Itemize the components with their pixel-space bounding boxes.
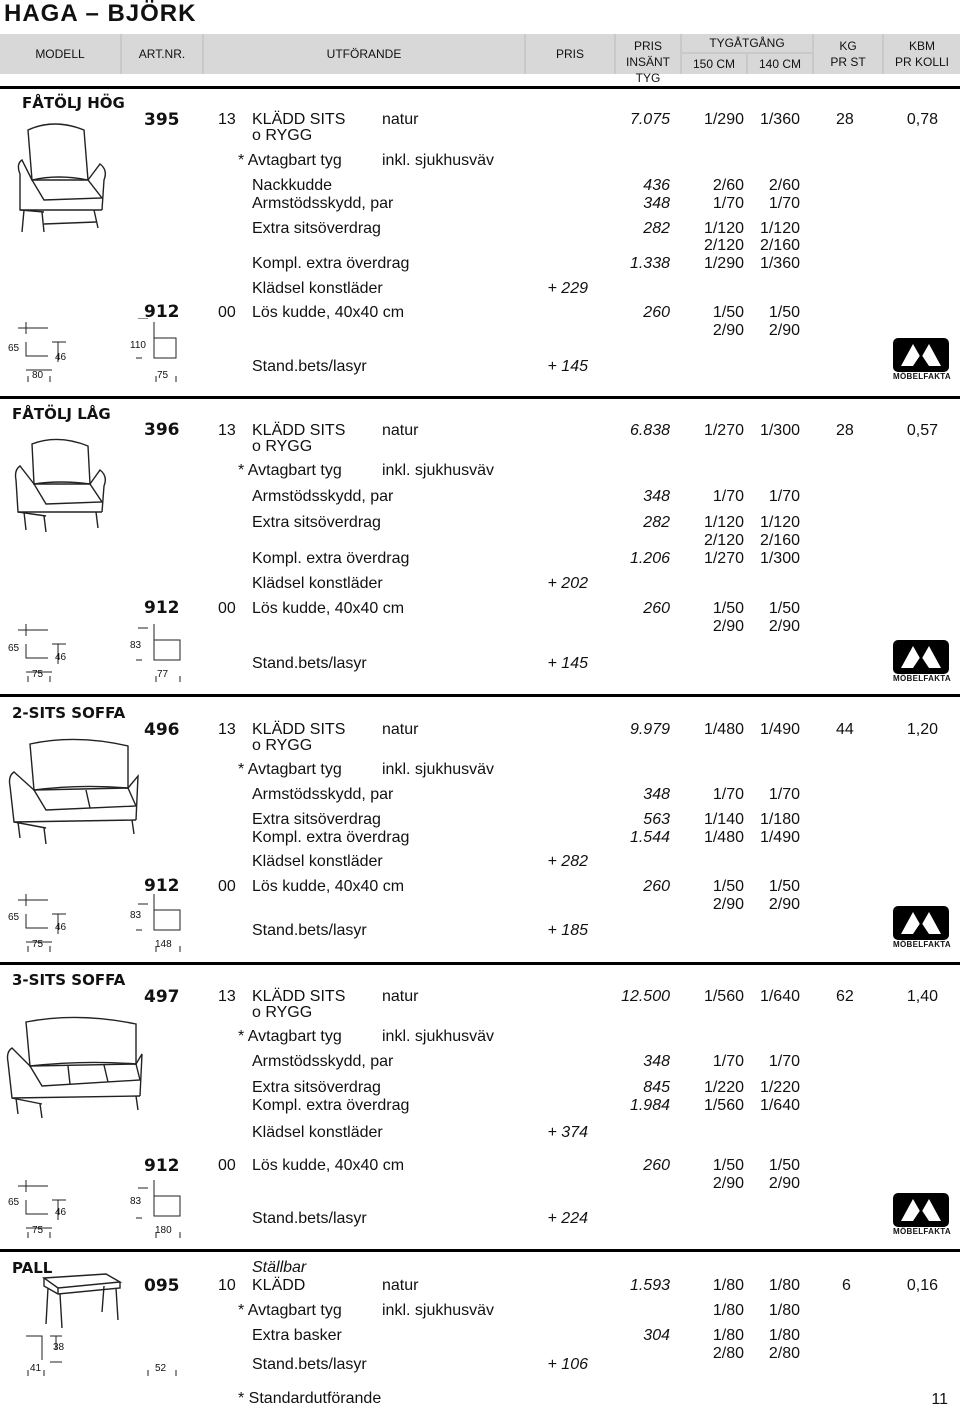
weight-kg: 28 (836, 422, 854, 439)
dim-width: 75 (157, 370, 169, 381)
header-utforande: UTFÖRANDE (204, 34, 524, 74)
line-text: * Avtagbart tyg (238, 152, 342, 169)
price-insant: 1.206 (629, 550, 670, 567)
armchair-low-illustration (12, 432, 112, 532)
header-modell: MODELL (0, 34, 120, 74)
price: + 106 (547, 1356, 588, 1373)
header-kbm: KBM PR KOLLI (884, 34, 960, 74)
fabric-140: 2/90 (768, 1175, 800, 1192)
line-text: Lös kudde, 40x40 cm (252, 878, 405, 895)
material: natur (382, 721, 419, 738)
weight-kg: 6 (842, 1277, 851, 1294)
material: inkl. sjukhusväv (382, 1028, 495, 1045)
code: 00 (218, 600, 236, 617)
fabric-150: 2/80 (712, 1345, 744, 1362)
code: 00 (218, 1157, 236, 1174)
dim-width: 148 (155, 939, 172, 950)
article-number: 095 (144, 1276, 180, 1296)
fabric-150: 2/120 (703, 532, 744, 549)
fabric-150: 1/560 (703, 1097, 744, 1114)
line-text: Extra sitsöverdrag (252, 1079, 381, 1096)
fabric-150: 1/80 (712, 1302, 744, 1319)
fabric-150: 1/70 (712, 786, 744, 803)
price-insant: 348 (643, 195, 670, 212)
line-text: Extra basker (252, 1327, 342, 1344)
material: inkl. sjukhusväv (382, 462, 495, 479)
weight-kg: 44 (836, 721, 854, 738)
article-number: 395 (144, 110, 180, 130)
fabric-140: 1/80 (768, 1302, 800, 1319)
price-insant: 304 (643, 1327, 670, 1344)
fabric-150: 1/70 (712, 1053, 744, 1070)
line-text: o RYGG (252, 1004, 313, 1021)
material: inkl. sjukhusväv (382, 152, 495, 169)
code: 00 (218, 304, 236, 321)
line-text: Armstödsskydd, par (252, 488, 394, 505)
fabric-140: 1/360 (759, 111, 800, 128)
fabric-140: 1/360 (759, 255, 800, 272)
fabric-140: 1/70 (768, 195, 800, 212)
price-insant: 6.838 (629, 422, 670, 439)
fabric-140: 1/80 (768, 1277, 800, 1294)
section-divider (0, 694, 960, 697)
line-text: Armstödsskydd, par (252, 1053, 394, 1070)
fabric-150: 1/270 (703, 550, 744, 567)
code: 10 (218, 1277, 236, 1294)
line-text: * Avtagbart tyg (238, 1302, 342, 1319)
header-pris: PRIS (526, 34, 614, 74)
line-text: Extra sitsöverdrag (252, 514, 381, 531)
weight-kg: 28 (836, 111, 854, 128)
table-header (0, 34, 960, 85)
article-number: 497 (144, 987, 180, 1007)
price-insant: 1.593 (629, 1277, 670, 1294)
dim-depth: 80 (32, 370, 44, 381)
fabric-150: 1/50 (712, 878, 744, 895)
price: + 282 (547, 853, 588, 870)
article-number-912: 912 (144, 876, 180, 896)
price: + 145 (547, 655, 588, 672)
fabric-140: 2/90 (768, 322, 800, 339)
mobelfakta-logo: MÖBELFAKTA (893, 1193, 949, 1236)
fabric-140: 2/160 (759, 237, 800, 254)
line-text: * Avtagbart tyg (238, 462, 342, 479)
fabric-150: 1/290 (703, 255, 744, 272)
weight-kg: 62 (836, 988, 854, 1005)
line-text: o RYGG (252, 127, 313, 144)
header-kg: KG PR ST (814, 34, 882, 74)
fabric-150: 1/220 (703, 1079, 744, 1096)
line-text: Stand.bets/lasyr (252, 922, 367, 939)
line-text: KLÄDD SITS (252, 988, 346, 1005)
line-text: Klädsel konstläder (252, 853, 383, 870)
price-insant: 1.984 (629, 1097, 670, 1114)
section-title: PALL (12, 1259, 53, 1277)
line-text: KLÄDD SITS (252, 721, 346, 738)
price: + 229 (547, 280, 588, 297)
code: 13 (218, 721, 236, 738)
page-title: HAGA – BJÖRK (4, 0, 197, 27)
line-text: KLÄDD SITS (252, 422, 346, 439)
header-tygatgang: TYGÅTGÅNG 150 CM 140 CM (682, 34, 812, 74)
fabric-150: 1/70 (712, 195, 744, 212)
line-text: KLÄDD SITS (252, 111, 346, 128)
dim-height: 65 (8, 912, 20, 923)
price-insant: 563 (643, 811, 670, 828)
fabric-140: 1/50 (768, 600, 800, 617)
fabric-140: 1/220 (759, 1079, 800, 1096)
line-text: Stand.bets/lasyr (252, 1356, 367, 1373)
price-insant: 260 (643, 600, 670, 617)
fabric-150: 1/480 (703, 829, 744, 846)
dim-seat-height: 46 (55, 922, 67, 933)
price: + 224 (547, 1210, 588, 1227)
sofa-2-seat-illustration (6, 736, 140, 846)
price-insant: 1.338 (629, 255, 670, 272)
fabric-150: 2/60 (712, 177, 744, 194)
article-number: 496 (144, 720, 180, 740)
line-text: Armstödsskydd, par (252, 786, 394, 803)
line-text: Lös kudde, 40x40 cm (252, 304, 405, 321)
line-text: Klädsel konstläder (252, 280, 383, 297)
material: natur (382, 111, 419, 128)
fabric-150: 1/290 (703, 111, 744, 128)
fabric-140: 1/490 (759, 721, 800, 738)
fabric-150: 1/80 (712, 1277, 744, 1294)
code: 13 (218, 111, 236, 128)
dim-height: 65 (8, 643, 20, 654)
code: 13 (218, 988, 236, 1005)
fabric-150: 1/480 (703, 721, 744, 738)
mobelfakta-logo: MÖBELFAKTA (893, 906, 949, 949)
fabric-140: 2/90 (768, 896, 800, 913)
price: + 202 (547, 575, 588, 592)
volume-kbm: 0,78 (906, 111, 938, 128)
fabric-140: 1/640 (759, 988, 800, 1005)
line-text: Nackkudde (252, 177, 333, 194)
dim-width: 77 (157, 669, 169, 680)
line-text: * Avtagbart tyg (238, 761, 342, 778)
page-number: 11 (931, 1391, 948, 1408)
armchair-high-illustration (14, 120, 114, 235)
volume-kbm: 1,40 (906, 988, 938, 1005)
fabric-140: 1/120 (759, 514, 800, 531)
dim-seat-height: 38 (53, 1342, 65, 1353)
fabric-140: 1/70 (768, 1053, 800, 1070)
price-insant: 845 (643, 1079, 670, 1096)
section-divider (0, 962, 960, 965)
line-text: Armstödsskydd, par (252, 195, 394, 212)
fabric-150: 1/50 (712, 1157, 744, 1174)
code: 00 (218, 878, 236, 895)
dim-depth: 75 (32, 669, 44, 680)
dim-depth: 41 (30, 1363, 42, 1374)
line-text: o RYGG (252, 438, 313, 455)
sofa-3-seat-illustration (4, 1014, 144, 1120)
section-title: FÅTÖLJ LÅG (12, 405, 111, 423)
line-text: Stand.bets/lasyr (252, 358, 367, 375)
line-text: Extra sitsöverdrag (252, 811, 381, 828)
mobelfakta-logo: MÖBELFAKTA (893, 338, 949, 381)
fabric-150: 1/120 (703, 220, 744, 237)
volume-kbm: 0,57 (906, 422, 938, 439)
fabric-150: 2/90 (712, 1175, 744, 1192)
fabric-150: 1/70 (712, 488, 744, 505)
fabric-140: 1/640 (759, 1097, 800, 1114)
fabric-140: 1/300 (759, 550, 800, 567)
fabric-140: 1/70 (768, 488, 800, 505)
dim-width: 180 (155, 1225, 172, 1236)
dim-width: 52 (155, 1363, 167, 1374)
article-number-912: 912 (144, 302, 180, 322)
fabric-140: 2/60 (768, 177, 800, 194)
material: natur (382, 422, 419, 439)
price-insant: 260 (643, 304, 670, 321)
fabric-140: 2/90 (768, 618, 800, 635)
fabric-140: 1/80 (768, 1327, 800, 1344)
price-insant: 260 (643, 878, 670, 895)
fabric-140: 1/180 (759, 811, 800, 828)
price-insant: 12.500 (621, 988, 670, 1005)
fabric-140: 1/50 (768, 304, 800, 321)
fabric-140: 1/70 (768, 786, 800, 803)
material: natur (382, 988, 419, 1005)
price: + 185 (547, 922, 588, 939)
dim-total-height: 83 (130, 910, 142, 921)
line-text: Klädsel konstläder (252, 1124, 383, 1141)
line-text: Ställbar (252, 1259, 307, 1276)
price-insant: 7.075 (629, 111, 670, 128)
fabric-140: 2/160 (759, 532, 800, 549)
line-text: KLÄDD (252, 1277, 306, 1294)
line-text: * Avtagbart tyg (238, 1028, 342, 1045)
dim-total-height: 83 (130, 1196, 142, 1207)
price-insant: 282 (643, 220, 670, 237)
material: inkl. sjukhusväv (382, 761, 495, 778)
section-divider (0, 86, 960, 89)
line-text: Lös kudde, 40x40 cm (252, 600, 405, 617)
fabric-140: 1/50 (768, 878, 800, 895)
fabric-150: 2/120 (703, 237, 744, 254)
section-title: 3-SITS SOFFA (12, 971, 126, 989)
article-number-912: 912 (144, 598, 180, 618)
price-insant: 348 (643, 488, 670, 505)
material: natur (382, 1277, 419, 1294)
price-insant: 1.544 (629, 829, 670, 846)
line-text: o RYGG (252, 737, 313, 754)
line-text: Kompl. extra överdrag (252, 829, 410, 846)
header-artnr: ART.NR. (122, 34, 202, 74)
stool-illustration (36, 1272, 126, 1328)
section-divider (0, 1249, 960, 1252)
fabric-150: 1/50 (712, 304, 744, 321)
line-text: Stand.bets/lasyr (252, 655, 367, 672)
line-text: Lös kudde, 40x40 cm (252, 1157, 405, 1174)
footnote: * Standardutförande (238, 1390, 382, 1407)
price: + 145 (547, 358, 588, 375)
dim-depth: 75 (32, 939, 44, 950)
fabric-150: 1/560 (703, 988, 744, 1005)
line-text: Kompl. extra överdrag (252, 1097, 410, 1114)
mobelfakta-logo: MÖBELFAKTA (893, 640, 949, 683)
fabric-150: 1/270 (703, 422, 744, 439)
fabric-150: 2/90 (712, 618, 744, 635)
volume-kbm: 0,16 (906, 1277, 938, 1294)
line-text: Klädsel konstläder (252, 575, 383, 592)
dim-total-height: 110 (130, 340, 146, 351)
fabric-140: 1/490 (759, 829, 800, 846)
fabric-150: 1/140 (703, 811, 744, 828)
fabric-150: 2/90 (712, 322, 744, 339)
dim-height: 65 (8, 1197, 20, 1208)
dim-height: 65 (8, 343, 20, 354)
fabric-150: 2/90 (712, 896, 744, 913)
fabric-140: 1/120 (759, 220, 800, 237)
fabric-140: 2/80 (768, 1345, 800, 1362)
price-insant: 348 (643, 1053, 670, 1070)
section-title: FÅTÖLJ HÖG (22, 94, 125, 112)
price-insant: 348 (643, 786, 670, 803)
price-insant: 9.979 (629, 721, 670, 738)
dim-seat-height: 46 (55, 1207, 67, 1218)
fabric-140: 1/300 (759, 422, 800, 439)
section-divider (0, 396, 960, 399)
line-text: Kompl. extra överdrag (252, 255, 410, 272)
header-pris-insant: PRIS INSÄNT TYG (616, 34, 680, 74)
fabric-140: 1/50 (768, 1157, 800, 1174)
fabric-150: 1/120 (703, 514, 744, 531)
price: + 374 (547, 1124, 588, 1141)
material: inkl. sjukhusväv (382, 1302, 495, 1319)
section-title: 2-SITS SOFFA (12, 704, 126, 722)
line-text: Extra sitsöverdrag (252, 220, 381, 237)
line-text: Kompl. extra överdrag (252, 550, 410, 567)
price-insant: 282 (643, 514, 670, 531)
code: 13 (218, 422, 236, 439)
dim-total-height: 83 (130, 640, 142, 651)
volume-kbm: 1,20 (906, 721, 938, 738)
article-number: 396 (144, 420, 180, 440)
article-number-912: 912 (144, 1156, 180, 1176)
dim-seat-height: 46 (55, 652, 67, 663)
dim-depth: 75 (32, 1225, 44, 1236)
dim-seat-height: 46 (55, 352, 67, 363)
fabric-150: 1/50 (712, 600, 744, 617)
price-insant: 260 (643, 1157, 670, 1174)
line-text: Stand.bets/lasyr (252, 1210, 367, 1227)
price-insant: 436 (643, 177, 670, 194)
fabric-150: 1/80 (712, 1327, 744, 1344)
